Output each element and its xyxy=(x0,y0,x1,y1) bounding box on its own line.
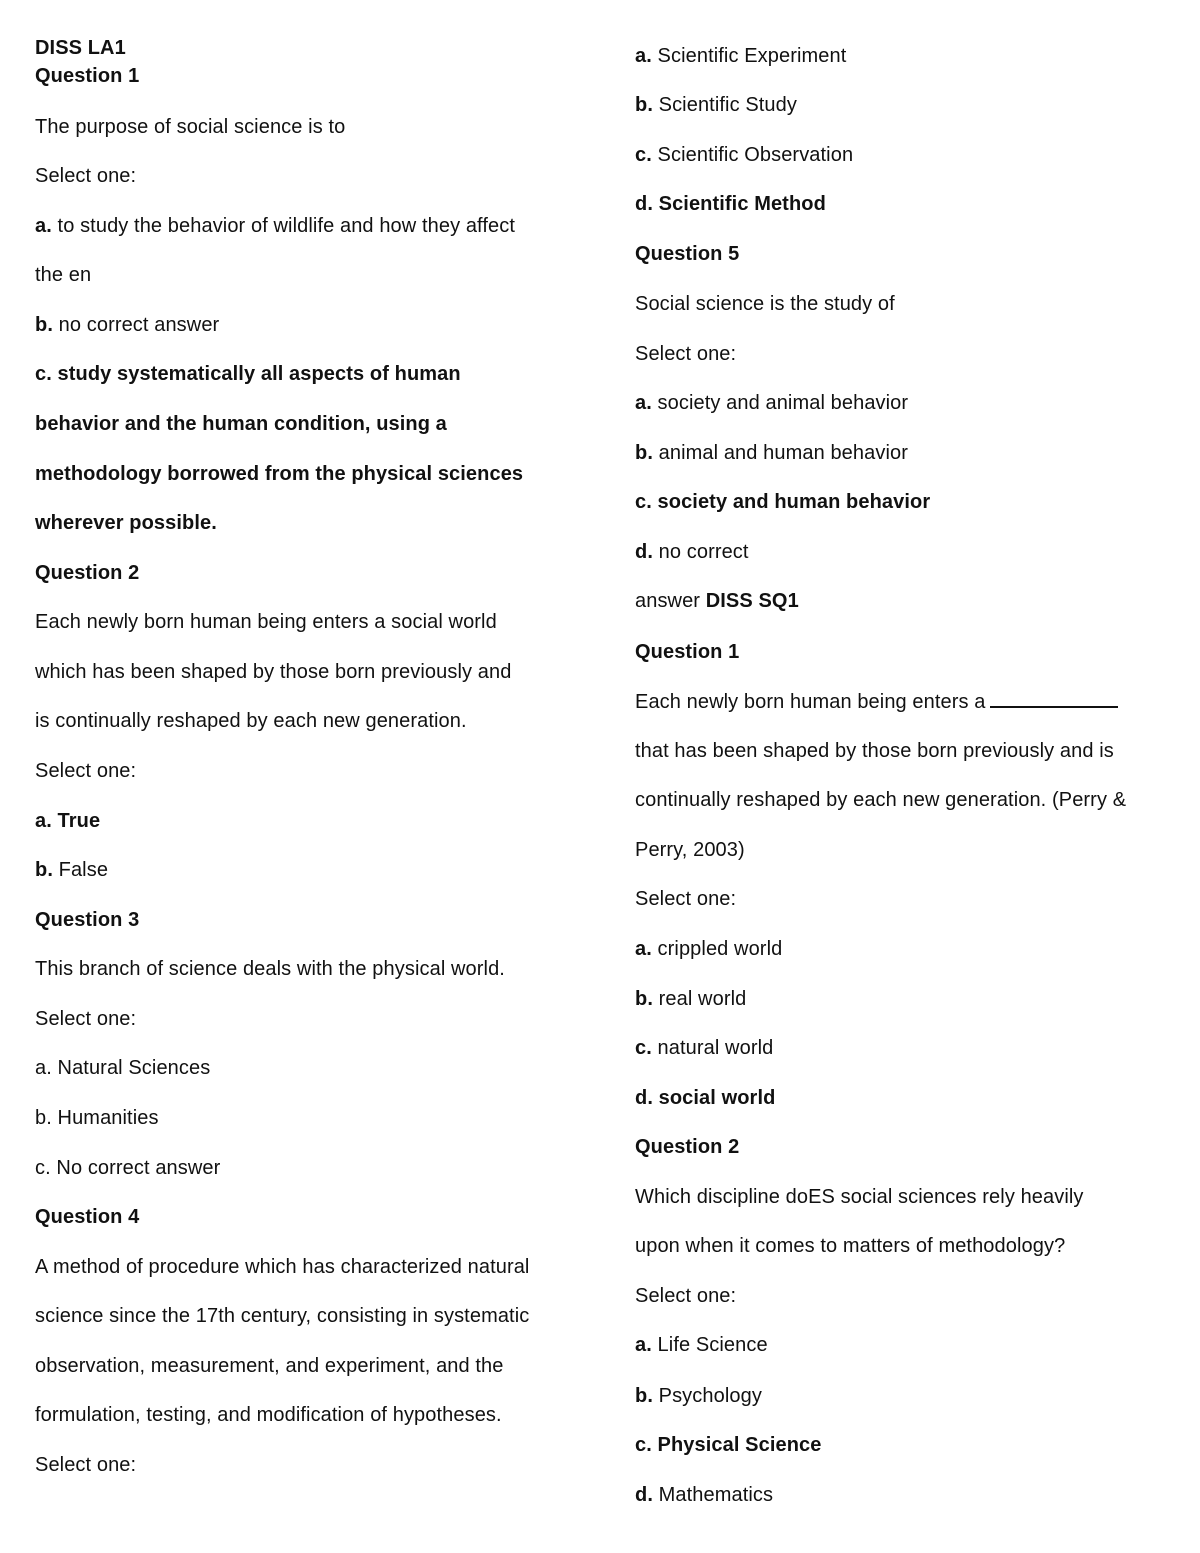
option-a-correct: a. True xyxy=(35,810,101,832)
option-text: Scientific Observation xyxy=(651,144,854,166)
question-text xyxy=(635,688,1118,715)
option-c-correct: c. Physical Science xyxy=(635,1434,822,1456)
option-text: Mathematics xyxy=(652,1484,774,1506)
option-letter: b. xyxy=(635,988,653,1010)
option-c-correct: methodology borrowed from the physical sciences xyxy=(35,463,524,485)
option-text: answer xyxy=(635,590,706,612)
option-c-correct: c. society and human behavior xyxy=(635,491,931,513)
option-letter: b. xyxy=(635,442,653,464)
question-heading: Question 2 xyxy=(35,562,140,584)
question-text: Each newly born human being enters a social world xyxy=(35,611,497,633)
option-b xyxy=(635,1383,762,1409)
question-text: that has been shaped by those born previously and is xyxy=(635,740,1114,762)
option-letter: c. xyxy=(635,1037,652,1059)
select-one-label: Select one: xyxy=(35,1008,137,1030)
option-text: to study the behavior of wildlife and how they affect xyxy=(51,215,515,237)
question-text: observation, measurement, and experiment, and the xyxy=(35,1355,504,1377)
option-letter: c. xyxy=(635,144,652,166)
option-b xyxy=(635,92,797,118)
option-text: society and animal behavior xyxy=(651,392,909,414)
option-letter: a. xyxy=(635,938,652,960)
option-b xyxy=(635,986,746,1012)
question-text: is continually reshaped by each new generation. xyxy=(35,710,467,732)
option-text: Psychology xyxy=(652,1385,762,1407)
question-text: Social science is the study of xyxy=(635,293,895,315)
select-one-label: Select one: xyxy=(635,1285,737,1307)
option-c-correct: wherever possible. xyxy=(35,512,217,534)
option-c xyxy=(635,1035,773,1061)
option-letter: b. xyxy=(35,859,53,881)
question-text: formulation, testing, and modification of hypotheses. xyxy=(35,1404,502,1426)
select-one-label: Select one: xyxy=(35,165,137,187)
option-b: b. Humanities xyxy=(35,1107,159,1129)
option-a-continued: the en xyxy=(35,264,92,286)
question-heading: Question 1 xyxy=(35,65,140,87)
option-a xyxy=(635,390,908,416)
option-c: c. No correct answer xyxy=(35,1157,221,1179)
option-text: real world xyxy=(652,988,747,1010)
question-text: Which discipline doES social sciences rely heavily xyxy=(635,1186,1084,1208)
option-a xyxy=(35,213,515,239)
question-text: The purpose of social science is to xyxy=(35,116,346,138)
option-letter: b. xyxy=(635,1385,653,1407)
question-text: A method of procedure which has characterized natural xyxy=(35,1256,530,1278)
option-letter: a. xyxy=(635,45,652,67)
option-a xyxy=(635,1332,768,1358)
question-heading: Question 4 xyxy=(35,1206,140,1228)
option-text: animal and human behavior xyxy=(652,442,908,464)
option-text: no correct answer xyxy=(52,314,220,336)
select-one-label: Select one: xyxy=(35,760,137,782)
select-one-label: Select one: xyxy=(635,888,737,910)
option-c xyxy=(635,142,853,168)
select-one-label: Select one: xyxy=(35,1454,137,1476)
option-text: Scientific Experiment xyxy=(651,45,847,67)
fill-in-blank xyxy=(990,688,1118,708)
option-text: False xyxy=(52,859,109,881)
question-text: Perry, 2003) xyxy=(635,839,745,861)
question-text: upon when it comes to matters of methodology? xyxy=(635,1235,1066,1257)
option-text: no correct xyxy=(652,541,749,563)
option-text: crippled world xyxy=(651,938,783,960)
section-title: DISS SQ1 xyxy=(705,590,799,612)
select-one-label: Select one: xyxy=(635,343,737,365)
option-letter: a. xyxy=(35,215,52,237)
option-text: natural world xyxy=(651,1037,774,1059)
option-letter: a. xyxy=(635,1334,652,1356)
question-text: science since the 17th century, consisting in systematic xyxy=(35,1305,530,1327)
option-d xyxy=(635,1482,773,1508)
option-letter: a. xyxy=(635,392,652,414)
question-heading: Question 5 xyxy=(635,243,740,265)
option-d-continued xyxy=(635,588,799,614)
question-heading: Question 3 xyxy=(35,909,140,931)
option-d-correct: d. Scientific Method xyxy=(635,193,826,215)
option-b xyxy=(35,312,219,338)
question-text: continually reshaped by each new generation. (Perry & xyxy=(635,789,1127,811)
question-heading: Question 2 xyxy=(635,1136,740,1158)
option-text: Life Science xyxy=(651,1334,768,1356)
document-title: DISS LA1 xyxy=(35,37,126,59)
option-a: a. Natural Sciences xyxy=(35,1057,211,1079)
option-letter: d. xyxy=(635,541,653,563)
question-heading: Question 1 xyxy=(635,641,740,663)
option-b xyxy=(635,440,908,466)
option-d xyxy=(635,539,749,565)
option-c-correct: c. study systematically all aspects of human xyxy=(35,363,461,385)
question-text: which has been shaped by those born previously and xyxy=(35,661,512,683)
option-text: Scientific Study xyxy=(652,94,797,116)
option-a xyxy=(635,43,846,69)
option-letter: b. xyxy=(635,94,653,116)
option-d-correct: d. social world xyxy=(635,1087,776,1109)
option-letter: b. xyxy=(35,314,53,336)
question-text-start: Each newly born human being enters a xyxy=(635,691,986,713)
question-text: This branch of science deals with the physical world. xyxy=(35,958,505,980)
option-letter: d. xyxy=(635,1484,653,1506)
option-a xyxy=(635,936,782,962)
option-b xyxy=(35,857,108,883)
option-c-correct: behavior and the human condition, using a xyxy=(35,413,447,435)
